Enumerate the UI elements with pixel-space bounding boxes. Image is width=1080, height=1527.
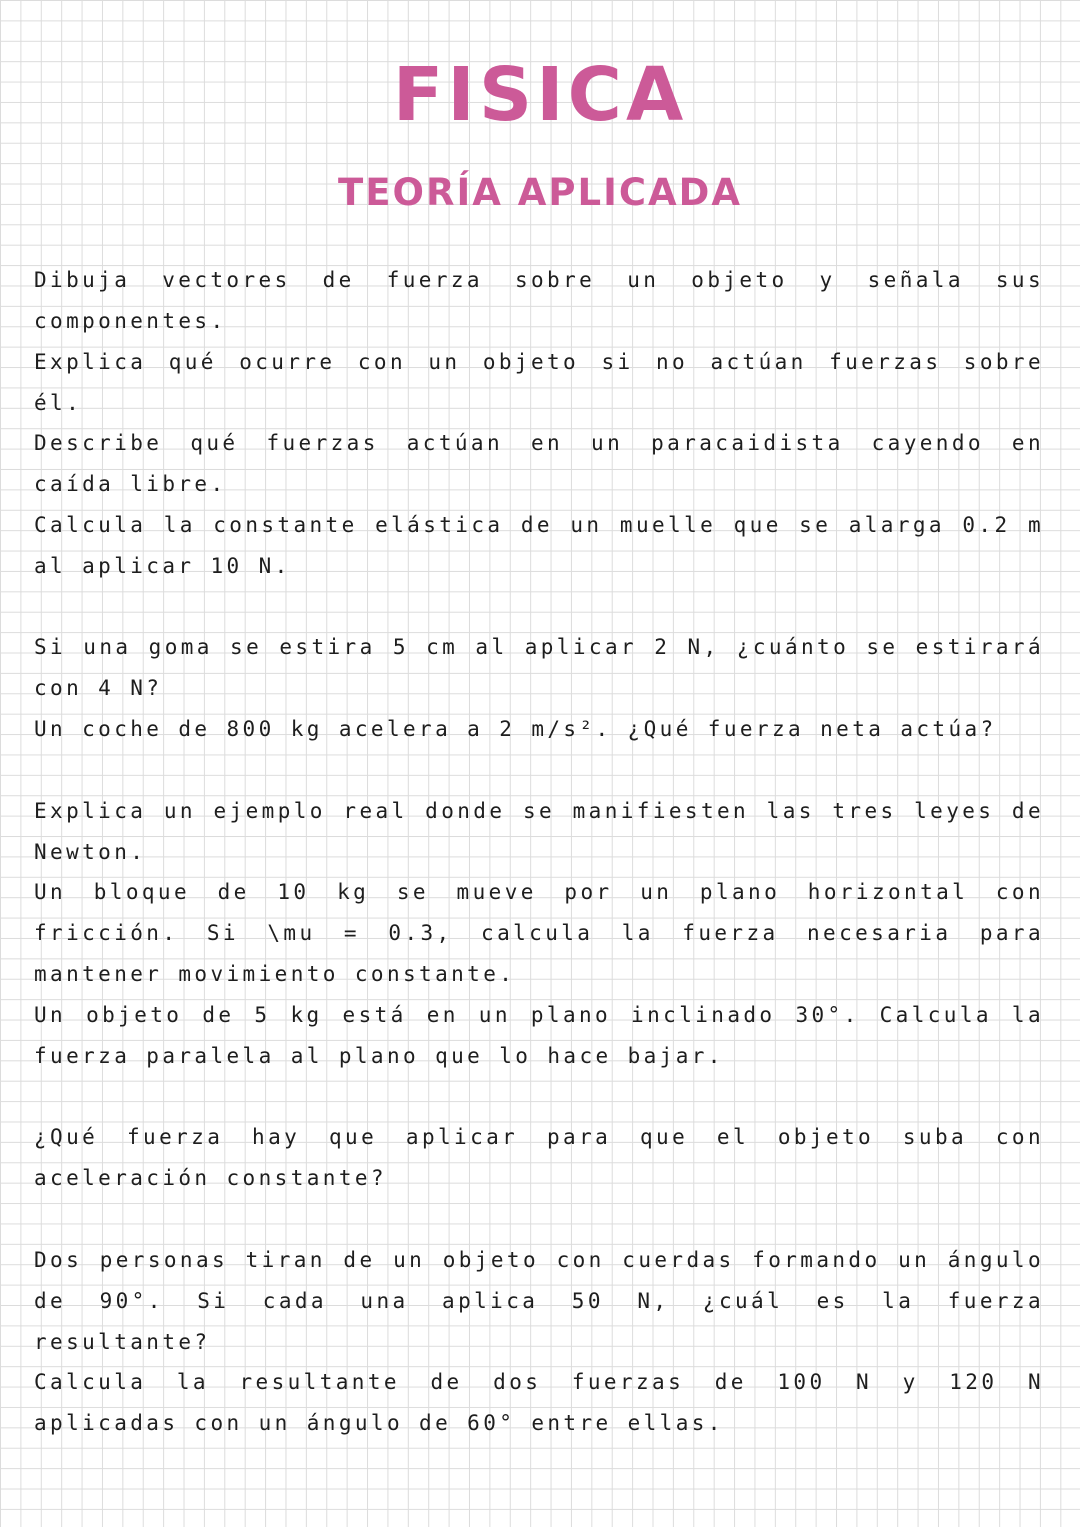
question-5: Si una goma se estira 5 cm al aplicar 2 N, ¿cuánto se estirará con 4 N?: [34, 635, 1044, 700]
question-6: Un coche de 800 kg acelera a 2 m/s². ¿Qué fuerza neta actúa?: [34, 717, 997, 741]
question-1: Dibuja vectores de fuerza sobre un objeto y señala sus componentes.: [34, 268, 1044, 333]
question-12: Calcula la resultante de dos fuerzas de 100 N y 120 N aplicadas con un ángulo de 60° entre ellas.: [34, 1370, 1044, 1435]
page-subtitle: TEORÍA APLICADA: [338, 171, 742, 214]
question-10: ¿Qué fuerza hay que aplicar para que el objeto suba con aceleración constante?: [34, 1125, 1044, 1190]
question-2: Explica qué ocurre con un objeto si no actúan fuerzas sobre él.: [34, 350, 1044, 415]
question-9: Un objeto de 5 kg está en un plano inclinado 30°. Calcula la fuerza paralela al plano que lo hace bajar.: [34, 1003, 1044, 1068]
question-7: Explica un ejemplo real donde se manifiesten las tres leyes de Newton.: [34, 799, 1044, 864]
question-4: Calcula la constante elástica de un muelle que se alarga 0.2 m al aplicar 10 N.: [34, 513, 1044, 578]
question-11: Dos personas tiran de un objeto con cuerdas formando un ángulo de 90°. Si cada una aplica 50 N, ¿cuál es la fuerza resultante?: [34, 1248, 1044, 1354]
question-8: Un bloque de 10 kg se mueve por un plano horizontal con fricción. Si \mu = 0.3, calcula la fuerza necesaria para mantener movimiento constante.: [34, 880, 1044, 986]
page-title: FISICA: [392, 52, 688, 138]
question-3: Describe qué fuerzas actúan en un paracaidista cayendo en caída libre.: [34, 431, 1044, 496]
